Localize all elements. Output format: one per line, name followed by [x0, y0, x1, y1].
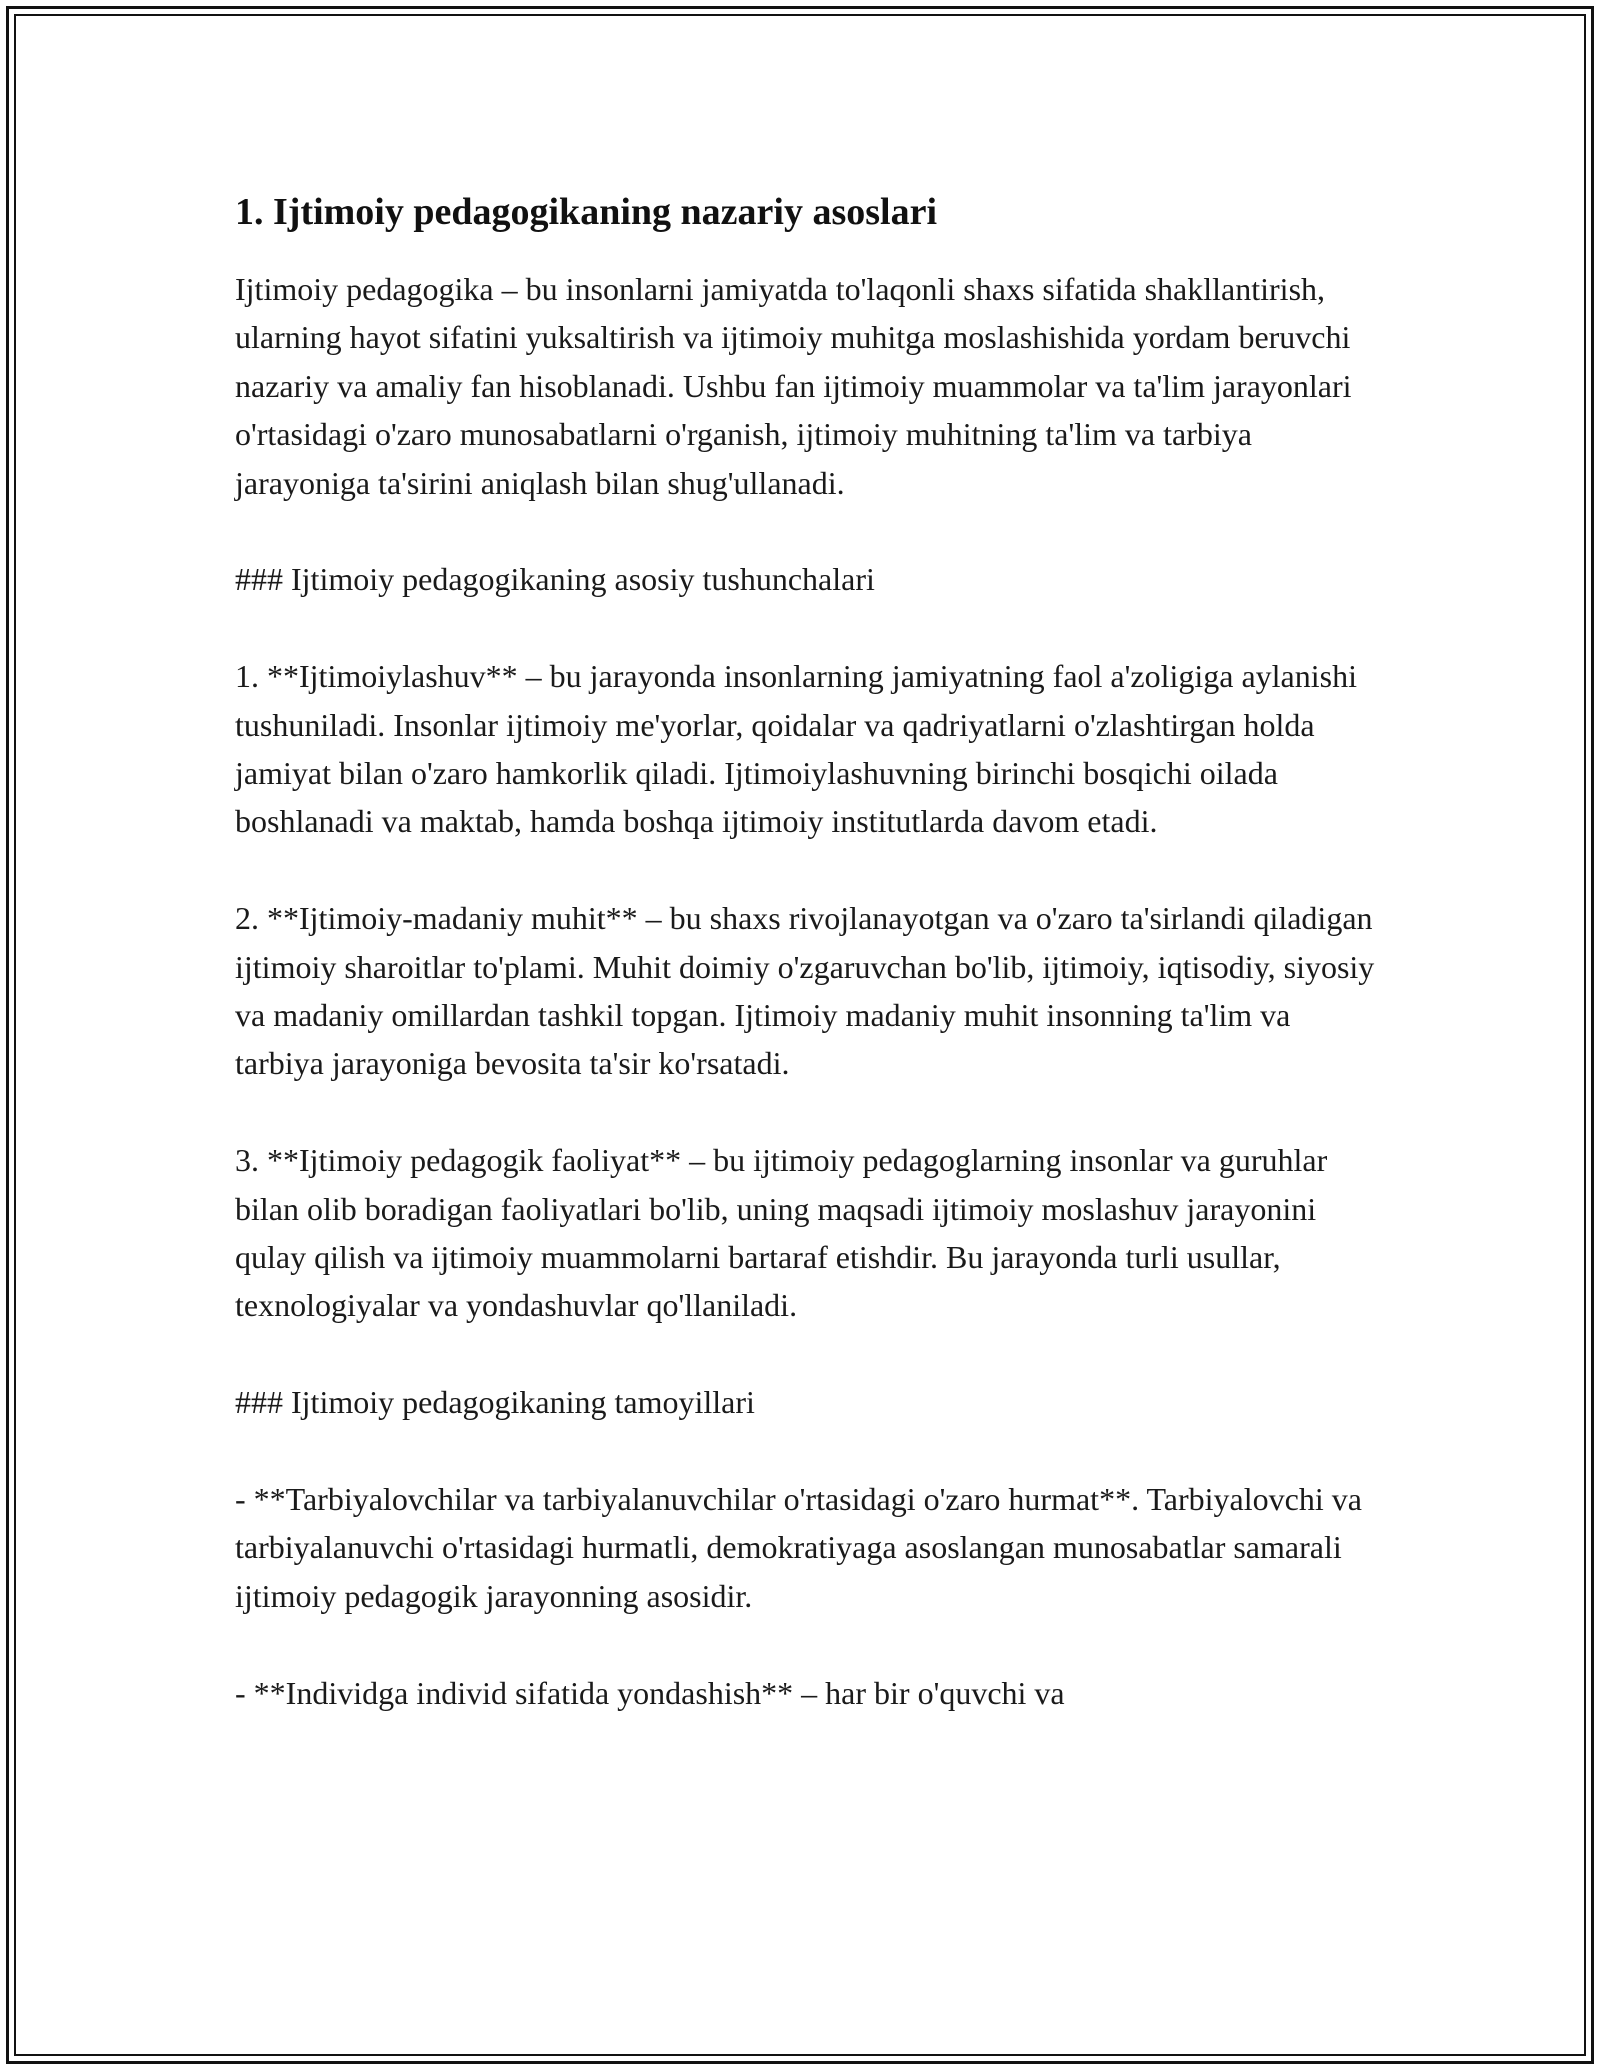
paragraph-spacer	[235, 846, 1385, 894]
paragraph-spacer	[235, 1088, 1385, 1136]
paragraph-spacer	[235, 507, 1385, 555]
paragraph-spacer	[235, 604, 1385, 652]
paragraph-spacer	[235, 1427, 1385, 1475]
bullet-mutual-respect: - **Tarbiyalovchilar va tarbiyalanuvchilar o'rtasidagi o'zaro hurmat**. Tarbiyalovchi va tarbiyalanuvchi o'rtasidagi hurmatli, demokratiyaga asoslangan munosabatlar samarali ijtimoiy pedagogik jarayonning asosidir.	[235, 1481, 1370, 1614]
list-item-social-pedagogical-activity: 3. **Ijtimoiy pedagogik faoliyat** – bu ijtimoiy pedagoglarning insonlar va guruhlar bilan olib boradigan faoliyatlari bo'lib, uning maqsadi ijtimoiy moslashuv jarayonini qulay qilish va ijtimoiy muammolarni bartaraf etishdir. Bu jarayonda turli usullar, texnologiyalar va yondashuvlar qo'llaniladi.	[235, 1142, 1336, 1324]
intro-paragraph: Ijtimoiy pedagogika – bu insonlarni jamiyatda to'laqonli shaxs sifatida shakllantirish, ularning hayot sifatini yuksaltirish va ijtimoiy muhitga moslashishida yordam beruvchi nazariy va amaliy fan hisoblanadi. Ushbu fan ijtimoiy muammolar va ta'lim jarayonlari o'rtasidagi o'zaro munosabatlarni o'rganish, ijtimoiy muhitning ta'lim va tarbiya jarayoniga ta'sirini aniqlash bilan shug'ullanadi.	[235, 271, 1360, 501]
section-heading-concepts: ### Ijtimoiy pedagogikaning asosiy tushunchalari	[235, 561, 875, 598]
paragraph-spacer	[235, 1330, 1385, 1378]
document-title: 1. Ijtimoiy pedagogikaning nazariy asoslari	[235, 191, 937, 233]
list-item-sociocultural-environment: 2. **Ijtimoiy-madaniy muhit** – bu shaxs rivojlanayotgan va o'zaro ta'sirlandi qiladigan ijtimoiy sharoitlar to'plami. Muhit doimiy o'zgaruvchan bo'lib, ijtimoiy, iqtisodiy, siyosiy va madaniy omillardan tashkil topgan. Ijtimoiy madaniy muhit insonning ta'lim va tarbiya jarayoniga bevosita ta'sir ko'rsatadi.	[235, 900, 1383, 1082]
bullet-individual-approach: - **Individga individ sifatida yondashish** – har bir o'quvchi va	[235, 1674, 1065, 1711]
document-body	[235, 186, 1385, 1717]
paragraph-spacer	[235, 1620, 1385, 1668]
section-heading-principles: ### Ijtimoiy pedagogikaning tamoyillari	[235, 1384, 755, 1421]
list-item-socialization: 1. **Ijtimoiylashuv** – bu jarayonda insonlarning jamiyatning faol a'zoligiga aylanishi tushuniladi. Insonlar ijtimoiy me'yorlar, qoidalar va qadriyatlarni o'zlashtirgan holda jamiyat bilan o'zaro hamkorlik qiladi. Ijtimoiylashuvning birinchi bosqichi oilada boshlanadi va maktab, hamda boshqa ijtimoiy institutlarda davom etadi.	[235, 658, 1365, 840]
